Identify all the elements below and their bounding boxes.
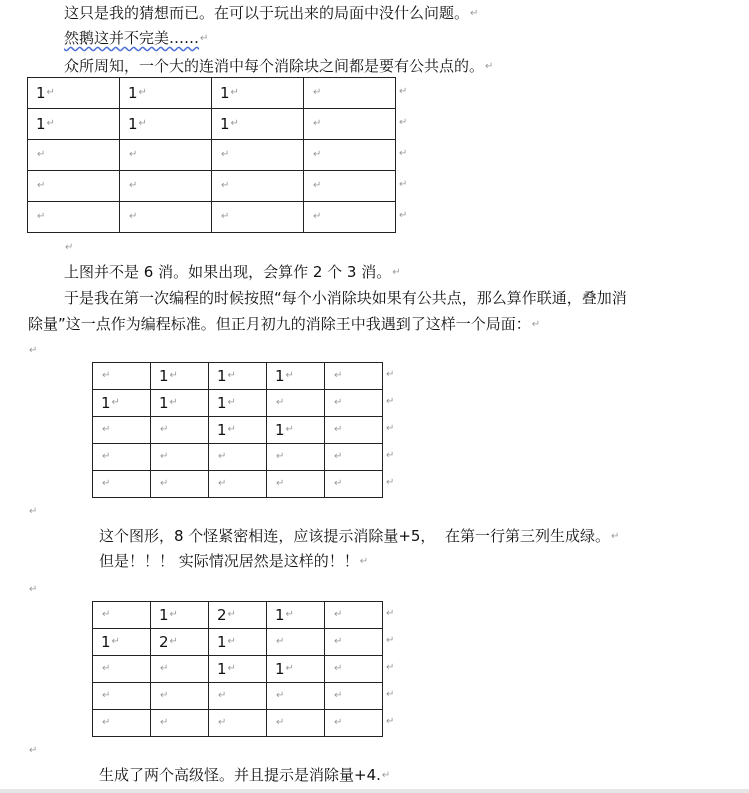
- grid-table-2: [92, 362, 383, 498]
- table-cell[interactable]: [212, 109, 304, 140]
- table-cell[interactable]: [212, 202, 304, 233]
- cell-mark: ↵: [221, 211, 230, 223]
- cell-value: 1: [217, 659, 227, 678]
- table-cell[interactable]: [120, 171, 212, 202]
- paragraph-5-text-b: 除量”这一点作为编程标准。但正月初九的消除王中我遇到了这样一个局面：: [28, 315, 531, 333]
- grid-table-1: [27, 77, 396, 233]
- cell-mark: ↵: [334, 636, 343, 648]
- paragraph-1-text: 这只是我的猜想而已。在可以于玩出来的局面中没什么问题。: [64, 4, 470, 22]
- table-cell[interactable]: [267, 444, 325, 471]
- cell-value: 1: [101, 632, 111, 651]
- table-cell[interactable]: [93, 471, 151, 498]
- cell-value: 1: [275, 605, 285, 624]
- cell-mark: ↵: [230, 118, 239, 130]
- cell-mark: ↵: [160, 690, 169, 702]
- table-cell[interactable]: [28, 109, 120, 140]
- row-end-mark: ↵: [386, 395, 395, 407]
- paragraph-mark: ↵: [392, 266, 401, 278]
- cell-mark: ↵: [227, 424, 236, 436]
- cell-mark: ↵: [37, 211, 46, 223]
- paragraph-mark: ↵: [29, 505, 38, 517]
- grid-table-3: [92, 601, 383, 737]
- table-cell[interactable]: [93, 363, 151, 390]
- paragraph-3: [64, 56, 493, 77]
- cell-mark: ↵: [276, 478, 285, 490]
- paragraph-mark: ↵: [470, 7, 479, 19]
- cell-mark: ↵: [111, 636, 120, 648]
- empty-paragraph: [28, 740, 37, 761]
- cell-mark: ↵: [227, 397, 236, 409]
- paragraph-7-text: 但是！！！ 实际情况居然是这样的！！: [99, 552, 359, 570]
- table-cell[interactable]: [120, 140, 212, 171]
- cell-value: 1: [220, 114, 230, 133]
- table-cell[interactable]: [267, 629, 325, 656]
- paragraph-7: [99, 551, 368, 572]
- paragraph-5-line-1: [64, 288, 627, 308]
- cell-mark: ↵: [160, 717, 169, 729]
- table-cell[interactable]: [212, 78, 304, 109]
- table-cell[interactable]: [151, 683, 209, 710]
- cell-value: 1: [101, 393, 111, 412]
- row-end-mark: ↵: [386, 476, 395, 488]
- table-cell[interactable]: [28, 171, 120, 202]
- table-cell[interactable]: [120, 202, 212, 233]
- cell-mark: ↵: [169, 609, 178, 621]
- table-cell[interactable]: [93, 683, 151, 710]
- paragraph-4-text: 上图并不是 6 消。如果出现，会算作 2 个 3 消。: [64, 263, 392, 281]
- paragraph-1: [64, 3, 478, 24]
- paragraph-6: [99, 526, 619, 547]
- cell-mark: ↵: [334, 690, 343, 702]
- table-cell[interactable]: [151, 363, 209, 390]
- table-cell[interactable]: [325, 390, 383, 417]
- cell-mark: ↵: [334, 663, 343, 675]
- cell-mark: ↵: [313, 211, 322, 223]
- paragraph-8-text: 生成了两个高级怪。并且提示是消除量+4.: [99, 766, 381, 784]
- row-end-mark: ↵: [399, 116, 408, 128]
- cell-value: 2: [159, 632, 169, 651]
- cell-value: 1: [217, 420, 227, 439]
- cell-mark: ↵: [138, 118, 147, 130]
- cell-mark: ↵: [138, 87, 147, 99]
- table-cell[interactable]: [267, 656, 325, 683]
- cell-mark: ↵: [169, 397, 178, 409]
- table-row: [93, 390, 383, 417]
- cell-mark: ↵: [102, 690, 111, 702]
- table-cell[interactable]: [151, 417, 209, 444]
- cell-mark: ↵: [313, 180, 322, 192]
- cell-value: 1: [275, 420, 285, 439]
- row-end-mark: ↵: [399, 147, 408, 159]
- cell-mark: ↵: [37, 180, 46, 192]
- table-row: [28, 78, 396, 109]
- cell-mark: ↵: [276, 717, 285, 729]
- table-cell[interactable]: [151, 710, 209, 737]
- table-cell[interactable]: [267, 602, 325, 629]
- table-cell[interactable]: [209, 656, 267, 683]
- cell-mark: ↵: [111, 397, 120, 409]
- paragraph-6-text: 这个图形，8 个怪紧密相连，应该提示消除量+5， 在第一行第三列生成绿。: [99, 527, 610, 545]
- table-cell[interactable]: [28, 202, 120, 233]
- table-cell[interactable]: [93, 629, 151, 656]
- paragraph-5-line-2: [28, 314, 540, 335]
- paragraph-mark: ↵: [381, 769, 391, 781]
- table-cell[interactable]: [93, 602, 151, 629]
- empty-paragraph: [28, 340, 37, 361]
- cell-mark: ↵: [227, 370, 236, 382]
- table-cell[interactable]: [120, 109, 212, 140]
- cell-mark: ↵: [221, 180, 230, 192]
- table-cell[interactable]: [209, 444, 267, 471]
- cell-mark: ↵: [102, 370, 111, 382]
- table-cell[interactable]: [209, 710, 267, 737]
- table-cell[interactable]: [209, 602, 267, 629]
- empty-paragraph: [64, 237, 73, 258]
- table-cell[interactable]: [304, 202, 396, 233]
- table-row: [28, 202, 396, 233]
- table-cell[interactable]: [267, 363, 325, 390]
- cell-mark: ↵: [160, 663, 169, 675]
- table-row: [93, 471, 383, 498]
- cell-mark: ↵: [160, 424, 169, 436]
- cell-mark: ↵: [169, 636, 178, 648]
- paragraph-mark: ↵: [29, 744, 38, 756]
- cell-mark: ↵: [334, 478, 343, 490]
- cell-mark: ↵: [102, 478, 111, 490]
- row-end-mark: ↵: [386, 661, 395, 673]
- paragraph-mark: ↵: [359, 555, 369, 567]
- cell-value: 1: [275, 659, 285, 678]
- cell-value: 1: [128, 83, 138, 102]
- table-cell[interactable]: [267, 683, 325, 710]
- row-end-mark: ↵: [386, 688, 395, 700]
- cell-value: 1: [36, 83, 46, 102]
- table-cell[interactable]: [267, 417, 325, 444]
- table-row: [93, 683, 383, 710]
- cell-mark: ↵: [334, 451, 343, 463]
- cell-mark: ↵: [334, 717, 343, 729]
- paragraph-mark: ↵: [200, 32, 209, 44]
- cell-mark: ↵: [313, 149, 322, 161]
- table-cell[interactable]: [93, 444, 151, 471]
- cell-mark: ↵: [313, 87, 322, 99]
- cell-mark: ↵: [218, 451, 227, 463]
- table-cell[interactable]: [28, 78, 120, 109]
- paragraph-5-text-a: 于是我在第一次编程的时候按照“每个小消除块如果有公共点，那么算作联通，叠加消: [64, 289, 627, 307]
- table-cell[interactable]: [209, 417, 267, 444]
- table-cell[interactable]: [325, 363, 383, 390]
- table-cell[interactable]: [212, 171, 304, 202]
- table-cell[interactable]: [151, 444, 209, 471]
- table-cell[interactable]: [151, 390, 209, 417]
- cell-mark: ↵: [221, 149, 230, 161]
- table-cell[interactable]: [209, 683, 267, 710]
- table-cell[interactable]: [151, 602, 209, 629]
- table-cell[interactable]: [304, 171, 396, 202]
- cell-mark: ↵: [102, 609, 111, 621]
- row-end-mark: ↵: [386, 368, 395, 380]
- cell-mark: ↵: [285, 609, 294, 621]
- table-cell[interactable]: [325, 683, 383, 710]
- cell-mark: ↵: [160, 478, 169, 490]
- table-cell[interactable]: [325, 710, 383, 737]
- cell-value: 1: [159, 366, 169, 385]
- table-cell[interactable]: [93, 417, 151, 444]
- cell-value: 2: [217, 605, 227, 624]
- table-cell[interactable]: [151, 471, 209, 498]
- cell-value: 1: [128, 114, 138, 133]
- table-cell[interactable]: [325, 602, 383, 629]
- table-row: [93, 363, 383, 390]
- table-row: [93, 656, 383, 683]
- row-end-mark: ↵: [386, 634, 395, 646]
- cell-mark: ↵: [218, 717, 227, 729]
- row-end-mark: ↵: [399, 209, 408, 221]
- row-end-mark: ↵: [386, 422, 395, 434]
- table-cell[interactable]: [325, 629, 383, 656]
- empty-paragraph: [28, 579, 37, 600]
- paragraph-2: [64, 28, 208, 49]
- table-cell[interactable]: [267, 390, 325, 417]
- paragraph-2-text: 然鹅这并不完美……: [64, 29, 200, 47]
- cell-value: 1: [217, 632, 227, 651]
- table-cell[interactable]: [212, 140, 304, 171]
- table-cell[interactable]: [209, 363, 267, 390]
- cell-mark: ↵: [102, 424, 111, 436]
- cell-mark: ↵: [285, 424, 294, 436]
- table-cell[interactable]: [304, 140, 396, 171]
- table-cell[interactable]: [304, 109, 396, 140]
- cell-mark: ↵: [160, 451, 169, 463]
- table-cell[interactable]: [209, 471, 267, 498]
- table-cell[interactable]: [151, 656, 209, 683]
- cell-mark: ↵: [276, 636, 285, 648]
- table-cell[interactable]: [28, 140, 120, 171]
- table-cell[interactable]: [120, 78, 212, 109]
- table-cell[interactable]: [151, 629, 209, 656]
- cell-value: 1: [217, 366, 227, 385]
- paragraph-mark: ↵: [29, 583, 38, 595]
- cell-value: 1: [220, 83, 230, 102]
- cell-value: 1: [217, 393, 227, 412]
- cell-mark: ↵: [334, 424, 343, 436]
- empty-paragraph: [28, 501, 37, 522]
- table-cell[interactable]: [325, 444, 383, 471]
- cell-mark: ↵: [129, 180, 138, 192]
- table-row: [28, 109, 396, 140]
- cell-mark: ↵: [230, 87, 239, 99]
- table-cell[interactable]: [304, 78, 396, 109]
- table-row: [93, 602, 383, 629]
- row-end-mark: ↵: [399, 178, 408, 190]
- cell-value: 1: [159, 393, 169, 412]
- table-cell[interactable]: [93, 390, 151, 417]
- cell-mark: ↵: [46, 87, 55, 99]
- cell-mark: ↵: [218, 690, 227, 702]
- cell-mark: ↵: [227, 663, 236, 675]
- table-cell[interactable]: [209, 629, 267, 656]
- cell-mark: ↵: [334, 370, 343, 382]
- paragraph-4: [64, 262, 401, 283]
- cell-mark: ↵: [102, 663, 111, 675]
- cell-mark: ↵: [334, 609, 343, 621]
- cell-mark: ↵: [169, 370, 178, 382]
- cell-value: 1: [275, 366, 285, 385]
- cell-mark: ↵: [129, 149, 138, 161]
- table-cell[interactable]: [93, 656, 151, 683]
- row-end-mark: ↵: [399, 85, 408, 97]
- cell-mark: ↵: [46, 118, 55, 130]
- paragraph-mark: ↵: [65, 241, 74, 253]
- row-end-mark: ↵: [386, 607, 395, 619]
- table-row: [93, 444, 383, 471]
- cell-mark: ↵: [276, 397, 285, 409]
- paragraph-mark: ↵: [531, 318, 541, 330]
- table-cell[interactable]: [325, 417, 383, 444]
- table-row: [93, 629, 383, 656]
- table-row: [28, 171, 396, 202]
- cell-mark: ↵: [37, 149, 46, 161]
- cell-mark: ↵: [102, 717, 111, 729]
- cell-mark: ↵: [276, 451, 285, 463]
- cell-mark: ↵: [313, 118, 322, 130]
- cell-mark: ↵: [285, 370, 294, 382]
- table-row: [93, 417, 383, 444]
- table-row: [93, 710, 383, 737]
- paragraph-mark: ↵: [610, 530, 620, 542]
- row-end-mark: ↵: [386, 715, 395, 727]
- paragraph-mark: ↵: [29, 344, 38, 356]
- table-cell[interactable]: [93, 710, 151, 737]
- paragraph-mark: ↵: [485, 60, 494, 72]
- table-cell[interactable]: [209, 390, 267, 417]
- table-cell[interactable]: [267, 471, 325, 498]
- table-cell[interactable]: [325, 656, 383, 683]
- cell-mark: ↵: [227, 636, 236, 648]
- table-cell[interactable]: [267, 710, 325, 737]
- cell-mark: ↵: [285, 663, 294, 675]
- page-bottom-edge: [0, 789, 749, 793]
- table-row: [28, 140, 396, 171]
- cell-mark: ↵: [102, 451, 111, 463]
- cell-value: 1: [36, 114, 46, 133]
- cell-mark: ↵: [227, 609, 236, 621]
- cell-mark: ↵: [129, 211, 138, 223]
- cell-value: 1: [159, 605, 169, 624]
- paragraph-8: [99, 765, 390, 786]
- row-end-mark: ↵: [386, 449, 395, 461]
- cell-mark: ↵: [334, 397, 343, 409]
- cell-mark: ↵: [218, 478, 227, 490]
- cell-mark: ↵: [276, 690, 285, 702]
- paragraph-3-text: 众所周知，一个大的连消中每个消除块之间都是要有公共点的。: [64, 57, 485, 75]
- table-cell[interactable]: [325, 471, 383, 498]
